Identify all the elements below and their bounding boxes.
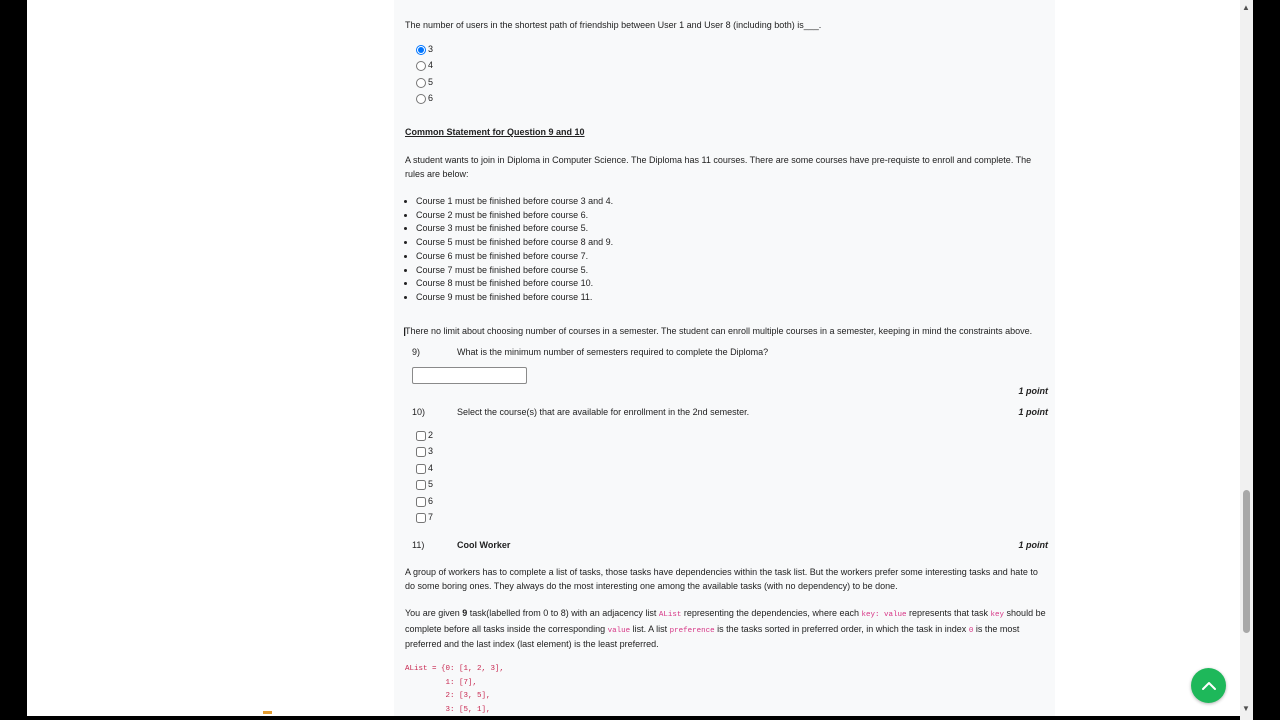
q10-checkbox-2[interactable] [416, 431, 426, 441]
q8-radio-6[interactable] [416, 94, 426, 104]
rule-item: • Course 3 must be finished before course 5. [416, 222, 613, 236]
common-statement-heading: Common Statement for Question 9 and 10 [405, 127, 585, 137]
q10-checkbox-5[interactable] [416, 480, 426, 490]
q10-option-label: 4 [428, 463, 434, 473]
code-line: 1: [7], [405, 678, 478, 687]
rule-item: • Course 2 must be finished before course 6. [416, 209, 613, 223]
browser-viewport [27, 0, 1240, 716]
taskbar-indicator [263, 711, 272, 714]
q8-option-label: 6 [428, 93, 434, 103]
q8-option-label: 4 [428, 60, 434, 70]
inline-code: value [607, 626, 631, 635]
q10-option-7[interactable] [416, 511, 433, 525]
text-cursor-icon: I [403, 325, 407, 339]
inline-code: key [990, 611, 1005, 619]
q10-number: 10) [412, 407, 426, 417]
q11-number: 11) [412, 540, 425, 550]
code-line: 2: [3, 5], [405, 692, 491, 700]
assignment-content [394, 0, 1055, 716]
inline-code: preference [669, 626, 715, 635]
q10-option-label: 5 [428, 479, 434, 489]
q8-option-4[interactable] [416, 59, 433, 73]
inline-code: key: value [861, 611, 907, 619]
q8-radio-5[interactable] [416, 78, 426, 88]
common-statement-note: There no limit about choosing number of courses in a semester. The student can enroll multiple courses in a semester, keeping in mind the constraints above. [405, 326, 1033, 336]
q9-points: 1 point [1018, 386, 1048, 396]
q8-radio-4[interactable] [416, 61, 426, 71]
q11-points: 1 point [1018, 540, 1048, 550]
q11-title: Cool Worker [457, 540, 511, 550]
q10-checkbox-4[interactable] [416, 464, 426, 474]
q11-task-description [405, 607, 1047, 652]
rule-item: • Course 6 must be finished before course 7. [416, 250, 613, 264]
q10-option-4[interactable] [416, 462, 433, 476]
inline-code: 0 [968, 626, 974, 635]
scroll-down-arrow-icon[interactable]: ▼ [1242, 704, 1250, 713]
q9-answer-input[interactable] [412, 367, 527, 384]
rule-item: • Course 5 must be finished before course 8 and 9. [416, 236, 613, 250]
q10-option-label: 3 [428, 446, 434, 456]
text-run: is the most preferred and the last index (last element) is the least preferred. [405, 623, 1020, 649]
q10-option-3[interactable] [416, 445, 433, 459]
q8-option-5[interactable] [416, 76, 433, 90]
rule-item: • Course 1 must be finished before course 3 and 4. [416, 195, 613, 209]
inline-code: AList [658, 611, 682, 619]
q10-points: 1 point [1018, 407, 1048, 417]
alist-code-block [405, 663, 504, 716]
rule-item: • Course 9 must be finished before course 11. [416, 291, 613, 305]
rules-list [405, 195, 613, 305]
q10-option-label: 2 [428, 430, 434, 440]
q8-radio-3[interactable] [416, 45, 426, 55]
text-run: You are given [405, 608, 463, 618]
code-line: 3: [5, 1], [405, 705, 491, 714]
page-scrollbar[interactable] [1240, 0, 1253, 720]
q8-option-label: 5 [428, 77, 434, 87]
q8-question-text: The number of users in the shortest path of friendship between User 1 and User 8 (including both) is___. [405, 20, 822, 30]
rule-item: • Course 7 must be finished before course 5. [416, 264, 613, 278]
text-run: representing the dependencies, where each [681, 608, 862, 618]
q10-option-2[interactable] [416, 429, 433, 443]
q8-option-6[interactable] [416, 92, 433, 106]
rule-item: • Course 8 must be finished before course 10. [416, 277, 613, 291]
back-to-top-button[interactable] [1191, 668, 1226, 703]
q10-question-text: Select the course(s) that are available for enrollment in the 2nd semester. [457, 407, 750, 417]
scroll-up-arrow-icon[interactable]: ▲ [1242, 3, 1250, 12]
q8-option-3[interactable] [416, 43, 433, 57]
q10-option-5[interactable] [416, 478, 433, 492]
q9-number: 9) [412, 347, 421, 357]
common-statement-intro: A student wants to join in Diploma in Computer Science. The Diploma has 11 courses. There are some courses have pre-requiste to enroll and complete. The rules are below: [405, 155, 1032, 179]
task-count: 9 [462, 608, 468, 618]
text-run: represents that task [906, 608, 991, 618]
q10-checkbox-6[interactable] [416, 497, 426, 507]
q10-checkbox-7[interactable] [416, 513, 426, 523]
text-run: is the tasks sorted in preferred order, in which the task in index [714, 623, 969, 634]
text-run: task(labelled from 0 to 8) with an adjacency list [467, 608, 659, 618]
text-run: list. A list [630, 623, 670, 634]
q10-checkbox-3[interactable] [416, 447, 426, 457]
q11-description: A group of workers has to complete a list of tasks, those tasks have dependencies within the task list. But the workers prefer some interesting tasks and hate to do some boring ones. They always do the most interesting one among the available tasks (with no dependency) to be done. [405, 567, 1038, 591]
q8-option-label: 3 [428, 44, 434, 54]
text-run: should be complete before all tasks inside the corresponding [405, 608, 1046, 634]
q10-option-label: 6 [428, 496, 434, 506]
code-line: AList = {0: [1, 2, 3], [405, 665, 505, 673]
q10-option-label: 7 [428, 512, 434, 522]
q9-question-text: What is the minimum number of semesters required to complete the Diploma? [457, 347, 769, 357]
chevron-up-icon [1200, 677, 1218, 695]
scroll-thumb[interactable] [1243, 490, 1250, 633]
q10-option-6[interactable] [416, 495, 433, 509]
